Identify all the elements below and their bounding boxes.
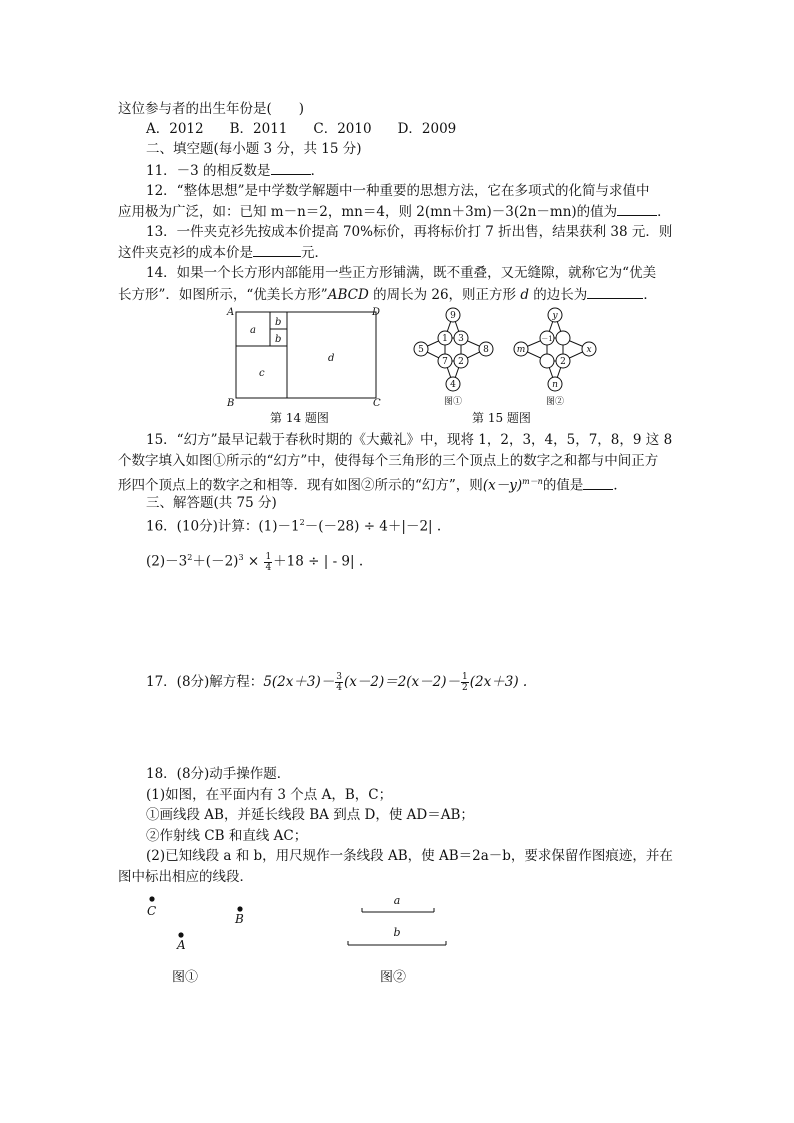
q15-blank[interactable] xyxy=(583,475,613,490)
q12-blank[interactable] xyxy=(617,201,657,216)
q12-line2 xyxy=(118,201,671,222)
fig15-left-node-7: 7 xyxy=(442,357,448,367)
q16-p2-a: (2)－3 xyxy=(146,553,188,570)
q10-option-a: A．2012 xyxy=(146,121,204,137)
q14-end: ． xyxy=(643,287,657,303)
fig15-left-node-5: 5 xyxy=(418,345,424,355)
q14-line2 xyxy=(118,284,657,305)
q10-stem: 这位参与者的出生年份是( ) xyxy=(118,101,305,117)
fig15-left-node-8: 8 xyxy=(483,345,489,355)
q15-line1: 15．“幻方”最早记载于春秋时期的《大戴礼》中，现将 1，2，3，4，5，7，8，9 这 8 xyxy=(146,432,673,448)
q13-line1: 13．一件夹克衫先按成本价提高 70%标价，再将标价打 7 折出售，结果获利 38 元．则 xyxy=(146,224,673,240)
q17-f2-den: 2 xyxy=(462,683,468,693)
q13-end: 元． xyxy=(301,245,328,261)
q18-line1: (1)如图，在平面内有 3 个点 A，B，C； xyxy=(146,787,393,803)
q18-line3: ②作射线 CB 和直线 AC； xyxy=(146,828,308,844)
q16-p2-d: ＋18 ÷ | - 9| . xyxy=(273,553,364,570)
q11-blank[interactable] xyxy=(271,160,311,175)
fig18-diagram xyxy=(140,890,460,960)
q16-p2-fraction xyxy=(264,552,272,573)
fig14-label-d: d xyxy=(328,353,335,364)
q10-options xyxy=(146,119,482,139)
q17 xyxy=(146,669,527,695)
q14-text-c: 的边长为 xyxy=(529,287,588,303)
fig14-diagram xyxy=(222,304,392,408)
fig15-right-node-x: x xyxy=(586,345,592,355)
q16-part1 xyxy=(146,513,441,537)
q13-blank[interactable] xyxy=(253,242,301,257)
fig18-label-seg-a: a xyxy=(393,894,401,907)
fig15-right-node-m: m xyxy=(516,345,526,355)
q18-title: 18．(8分)动手操作题． xyxy=(146,766,291,782)
q10-option-c: C．2010 xyxy=(313,121,372,137)
fig14-label-a: a xyxy=(250,325,256,336)
fig15-right-node-y: y xyxy=(552,311,558,321)
q15-text-b: 的值是 xyxy=(542,477,584,494)
q18-line4: (2)已知线段 a 和 b，用尺规作一条线段 AB，使 AB＝2a－b，要求保留作图痕迹，并在 xyxy=(146,848,673,864)
fig14-label-b2: b xyxy=(275,334,282,345)
q17-f1-num: 3 xyxy=(336,672,342,682)
q14-abcd: ABCD xyxy=(327,287,369,303)
q17-fraction-1 xyxy=(335,672,343,693)
q12-line1: 12．“整体思想”是中学数学解题中一种重要的思想方法，它在多项式的化简与求值中 xyxy=(146,183,650,199)
q14-text-a: 长方形”．如图所示，“优美长方形” xyxy=(118,287,328,303)
q13-text: 这件夹克衫的成本价是 xyxy=(118,245,253,261)
section3-title: 三、解答题(共 75 分) xyxy=(146,495,277,511)
q17-a: 5(2x＋3)－ xyxy=(263,674,335,690)
q16-p2-frac-den: 4 xyxy=(265,562,272,573)
fig14-label-b1: b xyxy=(275,317,282,328)
q18-line5: 图中标出相应的线段． xyxy=(118,869,253,885)
fig15-left-node-3: 3 xyxy=(458,334,464,344)
q16-p1-exp: 2 xyxy=(299,518,305,527)
q16-p2-frac-num: 1 xyxy=(265,551,272,562)
fig18-label-a: A xyxy=(177,938,186,952)
fig18-point-b xyxy=(237,906,242,911)
fig18-label-c: C xyxy=(147,904,157,918)
q17-c: (2x＋3) . xyxy=(469,674,528,690)
q16-p2-exp1: 2 xyxy=(187,553,193,562)
fig14-corner-c: C xyxy=(373,398,381,408)
fig14-outer-rect xyxy=(236,312,376,398)
q16-p1-a: (1)－1 xyxy=(258,518,300,535)
fig18-point-c xyxy=(149,896,154,901)
fig18-caption-2: 图② xyxy=(380,970,407,985)
fig14-caption: 第 14 题图 xyxy=(270,411,329,425)
q15-exp: m－n xyxy=(522,477,543,486)
q16-part2 xyxy=(146,546,363,574)
q15-line2: 个数字填入如图①所示的“幻方”中，使得每个三角形的三个顶点上的数字之和都与中间正方 xyxy=(118,453,659,469)
q14-text-b: 的周长为 26，则正方形 xyxy=(368,287,521,303)
q15-expr: (x－y) xyxy=(482,477,523,494)
fig15-left-node-4: 4 xyxy=(450,380,456,390)
q17-f1-den: 4 xyxy=(336,683,342,693)
q11-end: ． xyxy=(310,163,325,179)
fig15-sub1: 图① xyxy=(443,397,463,407)
q16-p2-b: ＋(－2) xyxy=(192,553,239,570)
fig15-sub2: 图② xyxy=(545,397,565,407)
fig15-right-node-2: 2 xyxy=(560,357,566,367)
q12-text: 应用极为广泛，如：已知 m－n＝2，mn＝4，则 2(mn＋3m)－3(2n－mn)的值为 xyxy=(118,204,618,220)
fig14-corner-d: D xyxy=(372,307,381,318)
fig18-caption-1: 图① xyxy=(172,970,199,985)
q16-p2-exp2: 3 xyxy=(238,553,244,562)
q15-line3 xyxy=(118,472,627,496)
q15-end: ． xyxy=(613,477,627,494)
q16-p1-b: －(－28) ÷ 4＋|－2| . xyxy=(304,518,442,535)
q18-line2: ①画线段 AB，并延长线段 BA 到点 D，使 AD＝AB； xyxy=(146,807,474,823)
fig15-left-node-1: 1 xyxy=(442,334,448,344)
q17-f2-num: 1 xyxy=(462,672,468,682)
q14-line1: 14．如果一个长方形内部能用一些正方形铺满，既不重叠，又无缝隙，就称它为“优美 xyxy=(146,265,657,281)
q17-b: (x－2)＝2(x－2)－ xyxy=(343,674,461,690)
q13-line2 xyxy=(118,242,328,263)
q10-option-b: B．2011 xyxy=(229,121,288,137)
fig14-corner-a: A xyxy=(227,307,235,318)
q17-fraction-2 xyxy=(461,672,469,693)
q17-label: 17．(8分)解方程： xyxy=(146,674,264,690)
fig15-right-node-n: n xyxy=(552,380,558,390)
fig15-right-node-neg1: －1 xyxy=(541,335,553,343)
q16-label: 16．(10分)计算： xyxy=(146,518,259,535)
fig14-corner-b: B xyxy=(227,398,235,408)
q11 xyxy=(146,160,324,181)
fig14-label-c: c xyxy=(259,368,265,379)
fig18-label-seg-b: b xyxy=(393,926,401,939)
fig15-diagram xyxy=(404,304,604,408)
q15-text: 形四个顶点上的数字之和相等．现有如图②所示的“幻方”，则 xyxy=(118,477,483,494)
fig18-point-a xyxy=(178,932,183,937)
fig15-caption: 第 15 题图 xyxy=(472,411,531,425)
q16-p2-c: × xyxy=(243,553,264,570)
fig15-left-node-9: 9 xyxy=(450,311,456,321)
q11-text: 11．－3 的相反数是 xyxy=(146,163,271,179)
fig18-label-b: B xyxy=(235,912,244,926)
section2-title: 二、填空题(每小题 3 分，共 15 分) xyxy=(146,141,362,157)
q14-d: d xyxy=(520,287,530,303)
q10-option-d: D．2009 xyxy=(397,121,457,137)
q14-blank[interactable] xyxy=(587,284,643,299)
fig15-left-node-2: 2 xyxy=(458,357,464,367)
q12-end: ． xyxy=(657,204,671,220)
